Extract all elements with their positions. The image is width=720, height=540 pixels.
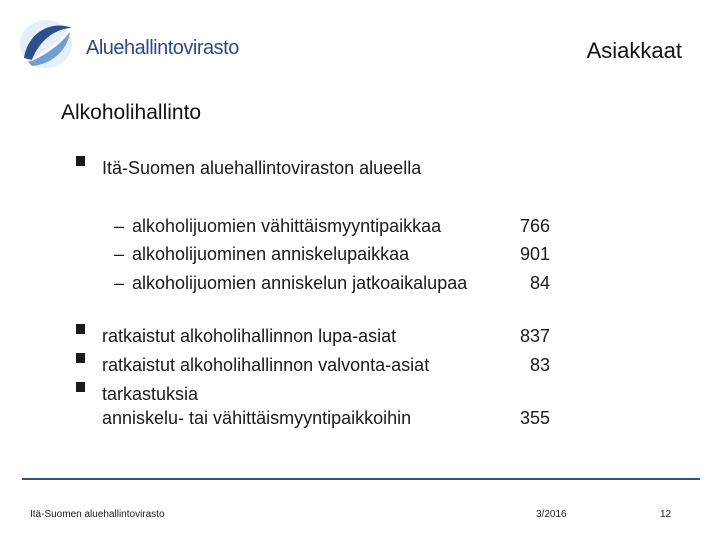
dash-marker: – (114, 273, 125, 293)
logo-emblem-icon (18, 18, 78, 70)
footer-date: 3/2016 (536, 509, 567, 520)
section-label: Asiakkaat (586, 38, 682, 63)
main-item-value: 83 (529, 355, 550, 375)
bullet-icon (76, 324, 85, 334)
dash-marker: – (114, 244, 125, 264)
intro-bullet-text: Itä-Suomen aluehallintoviraston alueella (102, 158, 422, 178)
sub-item-value: 766 (519, 216, 550, 236)
logo-wordmark: Aluehallintovirasto (86, 37, 239, 59)
main-item-label-line1: tarkastuksia (102, 384, 199, 404)
bullet-icon (76, 382, 85, 392)
slide-title: Alkoholihallinto (61, 101, 202, 124)
bullet-icon (76, 353, 85, 363)
main-item-label: ratkaistut alkoholihallinnon valvonta-asiat (102, 355, 430, 375)
sub-item-value: 84 (529, 273, 550, 293)
main-item-value: 837 (519, 326, 550, 346)
footer-organization: Itä-Suomen aluehallintovirasto (30, 509, 165, 520)
dash-marker: – (114, 216, 125, 236)
bullet-icon (76, 156, 85, 166)
sub-item-value: 901 (519, 244, 550, 264)
agency-logo (18, 18, 240, 70)
sub-item-label: alkoholijuominen anniskelupaikkaa (132, 244, 410, 264)
main-item-label: ratkaistut alkoholihallinnon lupa-asiat (102, 326, 397, 346)
main-item-value: 355 (519, 408, 550, 428)
sub-item-label: alkoholijuomien anniskelun jatkoaikalupaa (132, 273, 468, 293)
main-item-label-line2: anniskelu- tai vähittäismyyntipaikkoihin (102, 408, 412, 428)
footer-divider (22, 478, 700, 480)
page-number: 12 (660, 509, 672, 520)
sub-item-label: alkoholijuomien vähittäismyyntipaikkaa (132, 216, 442, 236)
